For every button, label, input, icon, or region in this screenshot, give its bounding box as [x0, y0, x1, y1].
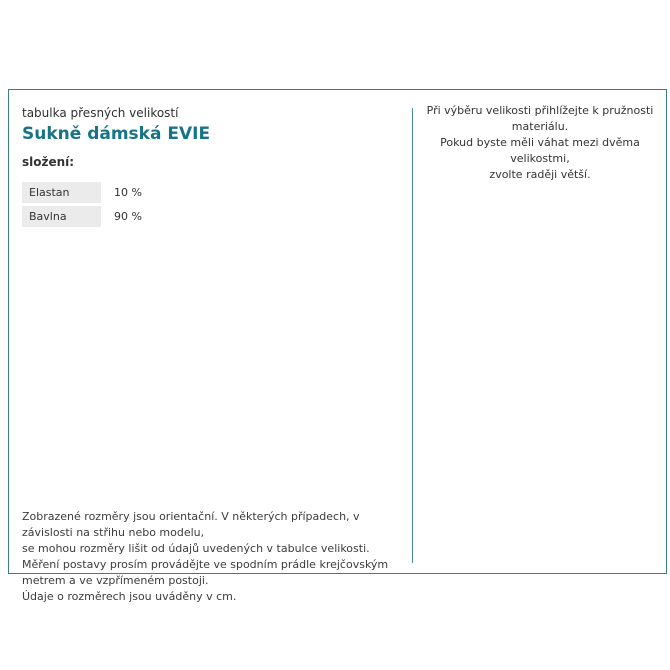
product-info-column: [9, 90, 412, 603]
composition-label: složení:: [22, 155, 75, 169]
disclaimer-line: se mohou rozměry lišit od údajů uvedených v tabulce velikosti.: [22, 542, 370, 555]
size-chart-header-label: tabulka přesných velikostí: [22, 106, 179, 120]
size-chart-card: [8, 89, 667, 603]
product-title: Sukně dámská EVIE: [22, 124, 211, 144]
size-advice-line: zvolte raději větší.: [489, 168, 591, 181]
disclaimer-line: Údaje o rozměrech jsou uváděny v cm.: [22, 590, 237, 603]
percent-cell: 90 %: [114, 210, 142, 223]
material-cell: Bavlna: [22, 206, 101, 227]
measurement-disclaimer: [22, 509, 407, 605]
material-cell: Elastan: [22, 182, 101, 203]
size-advice-line: Pokud byste měli váhat mezi dvěma velikostmi,: [440, 136, 640, 165]
disclaimer-line: Zobrazené rozměry jsou orientační. V některých případech, v závislosti na střihu nebo modelu,: [22, 510, 360, 539]
size-advice-panel: [413, 103, 667, 183]
composition-row: [22, 206, 142, 227]
composition-table: [22, 182, 142, 230]
size-advice-line: Při výběru velikosti přihlížejte k pružnosti materiálu.: [426, 104, 654, 133]
percent-cell: 10 %: [114, 186, 142, 199]
disclaimer-line: Měření postavy prosím provádějte ve spodním prádle krejčovským metrem a ve vzpřímeném postoji.: [22, 558, 389, 587]
composition-row: [22, 182, 142, 203]
